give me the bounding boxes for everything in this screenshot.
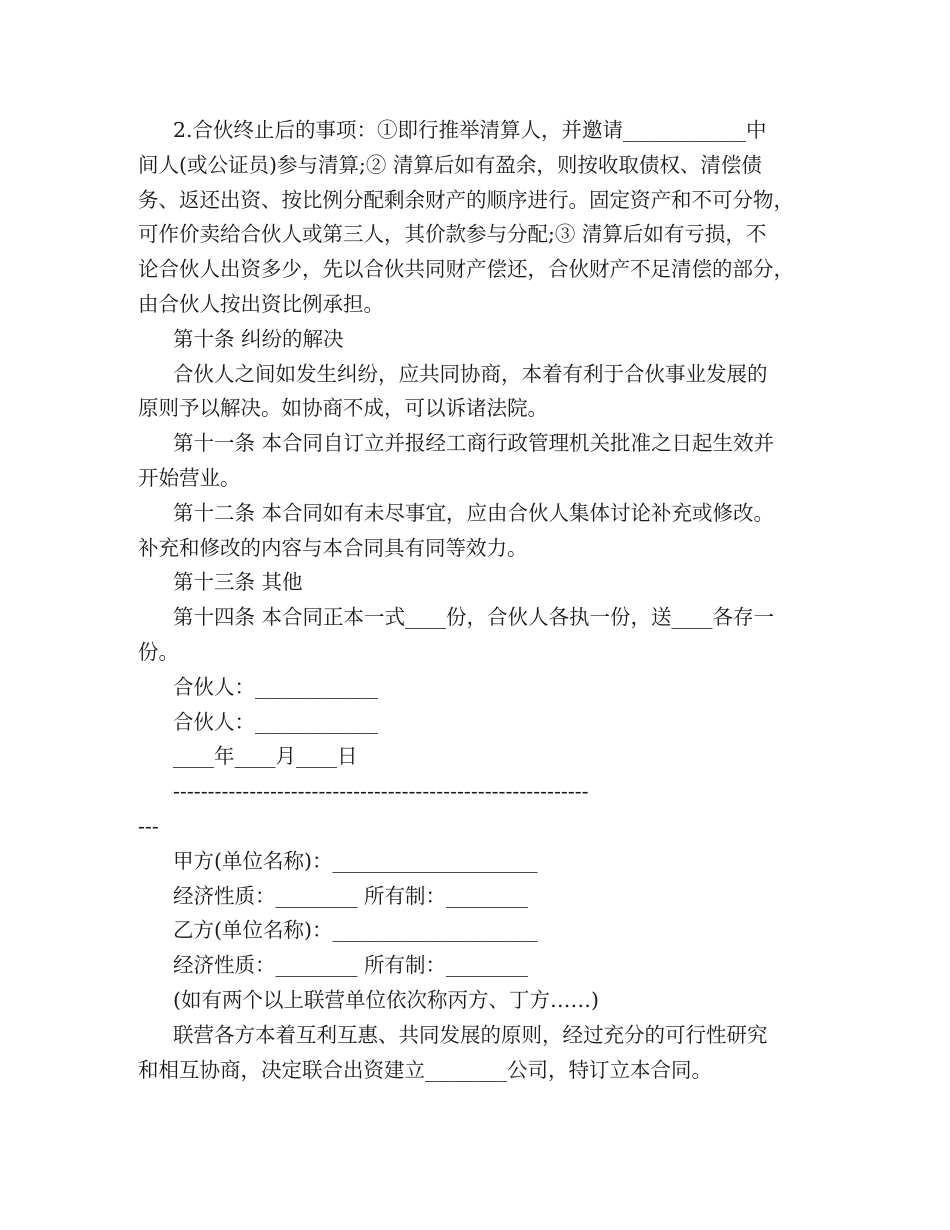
partner-signature-1: 合伙人：____________ — [173, 674, 378, 699]
article-10-heading: 第十条 纠纷的解决 — [173, 326, 344, 351]
party-a-nature: 经济性质：________ 所有制：________ — [173, 883, 529, 908]
party-b-nature: 经济性质：________ 所有制：________ — [173, 953, 529, 978]
line-16: 份。 — [138, 639, 179, 664]
party-b-name: 乙方(单位名称)：____________________ — [173, 918, 538, 943]
line-09: 原则予以解决。如协商不成，可以诉诸法院。 — [138, 396, 548, 421]
partner-signature-2: 合伙人：____________ — [173, 709, 378, 734]
line-05: 论合伙人出资多少，先以合伙共同财产偿还，合伙财产不足清偿的部分， — [138, 257, 794, 282]
line-13: 补充和修改的内容与本合同具有同等效力。 — [138, 535, 528, 560]
line-04: 可作价卖给合伙人或第三人，其价款参与分配;③ 清算后如有亏损，不 — [138, 222, 767, 247]
date-line: ____年____月____日 — [173, 744, 358, 769]
article-13-heading: 第十三条 其他 — [173, 570, 303, 595]
line-02: 间人(或公证员)参与清算;② 清算后如有盈余，则按收取债权、清偿债 — [138, 152, 762, 177]
party-a-name: 甲方(单位名称)：____________________ — [173, 848, 538, 873]
additional-parties-note: (如有两个以上联营单位依次称丙方、丁方……) — [173, 987, 599, 1012]
line-01: 2.合伙终止后的事项：①即行推举清算人，并邀请____________中 — [173, 118, 767, 142]
article-12: 第十二条 本合同如有未尽事宜，应由合伙人集体讨论补充或修改。 — [173, 500, 775, 525]
divider-line-tail: --- — [138, 813, 159, 838]
line-03: 务、返还出资、按比例分配剩余财产的顺序进行。固定资产和不可分物， — [138, 187, 794, 212]
article-14: 第十四条 本合同正本一式____份，合伙人各执一份，送____各存一 — [173, 605, 775, 630]
line-11: 开始营业。 — [138, 465, 241, 490]
divider-line: ------------------------------------------------------------ — [173, 779, 589, 804]
preamble-line-2: 和相互协商，决定联合出资建立________公司，特订立本合同。 — [138, 1057, 712, 1082]
article-11: 第十一条 本合同自订立并报经工商行政管理机关批准之日起生效并 — [173, 431, 775, 456]
line-06: 由合伙人按出资比例承担。 — [138, 291, 384, 316]
document-page — [138, 113, 828, 1087]
line-08: 合伙人之间如发生纠纷，应共同协商，本着有利于合伙事业发展的 — [173, 361, 768, 386]
preamble-line-1: 联营各方本着互利互惠、共同发展的原则，经过充分的可行性研究 — [173, 1022, 768, 1047]
